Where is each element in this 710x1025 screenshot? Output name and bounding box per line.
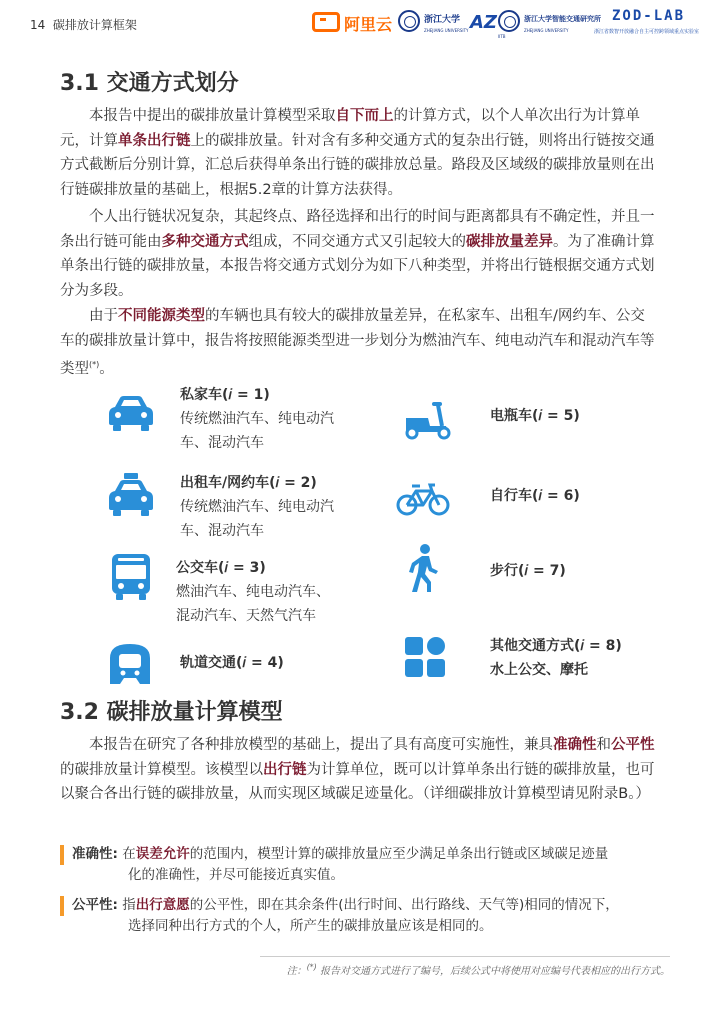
bus-icon: [110, 552, 152, 602]
page-header: [0, 0, 710, 48]
footnote-divider: [260, 956, 670, 957]
scooter-icon: [402, 400, 454, 440]
zju-seal-icon: [398, 10, 420, 32]
other-modes-icon: [404, 636, 446, 678]
mode-bicycle: 自行车(𝑖 = 6): [490, 488, 580, 504]
zju-logo: 浙江大学: [424, 15, 461, 25]
train-icon: [106, 640, 154, 688]
mode-rail: 轨道交通(𝑖 = 4): [180, 655, 284, 671]
bicycle-icon: [396, 481, 450, 517]
footnote: 注：(*) 报告对交通方式进行了编号，后续公式中将使用对应编号代表相应的出行方式。: [286, 962, 670, 977]
iitb-sub: ZHEJIANG UNIVERSITY: [524, 28, 569, 33]
partner-logos: [312, 8, 700, 40]
zod-lab-logo: ZOD-LAB: [612, 8, 686, 24]
section-title-3-2: 3.2 碳排放量计算模型: [60, 700, 283, 725]
iitb-logo: 浙江大学智能交通研究所: [524, 15, 601, 23]
mode-private-car: 私家车(𝑖 = 1) 传统燃油汽车、纯电动汽 车、混动汽车: [180, 387, 334, 451]
note-fairness: 公平性: 指出行意愿的公平性，即在其余条件(出行时间、出行路线、天气等)相同的情况下， 选择同种出行方式的个人，所产生的碳排放量应该是相同的。: [72, 897, 619, 934]
aliyun-logo: 阿里云: [312, 12, 392, 35]
section-title-3-1: 3.1 交通方式划分: [60, 71, 239, 96]
note-accent-bar: [60, 896, 64, 916]
walking-icon: [405, 544, 441, 594]
note-accuracy: 准确性: 在误差允许的范围内，模型计算的碳排放量应至少满足单条出行链或区域碳足迹量 化的准确性，并尽可能接近真实值。: [72, 846, 609, 883]
mode-bus: 公交车(𝑖 = 3) 燃油汽车、纯电动汽车、 混动汽车、天然气汽车: [176, 560, 330, 624]
mode-taxi: 出租车/网约车(𝑖 = 2) 传统燃油汽车、纯电动汽 车、混动汽车: [180, 475, 334, 539]
mode-other: 其他交通方式(𝑖 = 8) 水上公交、摩托: [490, 638, 622, 678]
car-icon: [106, 393, 156, 433]
mode-walking: 步行(𝑖 = 7): [490, 563, 566, 579]
page-number: 14: [30, 18, 46, 32]
zju-logo-sub: ZHEJIANG UNIVERSITY: [424, 28, 469, 33]
az-logo: AZ: [470, 12, 497, 33]
page-header-label: [30, 16, 137, 33]
note-accent-bar: [60, 845, 64, 865]
iitb-seal-icon: [498, 10, 520, 32]
paragraph-3: 由于不同能源类型的车辆也具有较大的碳排放量差异，在私家车、出租车/网约车、公交车的碳排放量计算中，报告将按照能源类型进一步划分为燃油汽车、纯电动汽车和混动汽车等类型(*)。: [60, 308, 655, 377]
paragraph-4: 本报告在研究了各种排放模型的基础上，提出了具有高度可实施性，兼具准确性和公平性的碳排放量计算模型。该模型以出行链为计算单位，既可以计算单条出行链的碳排放量，也可以聚合各出行链的碳排放量，从而实现区域碳足迹量化。（详细碳排放计算模型请见附录B。）: [60, 737, 655, 802]
section-name: 碳排放计算框架: [52, 18, 137, 32]
zod-lab-sub: 浙江省数智开放融合自主可控跨领域重点实验室: [594, 29, 700, 35]
paragraph-2: 个人出行链状况复杂，其起终点、路径选择和出行的时间与距离都具有不确定性，并且一条出行链可能由多种交通方式组成，不同交通方式又引起较大的碳排放量差异。为了准确计算单条出行链的碳排放量，本报告将交通方式划分为如下八种类型，并将出行链根据交通方式划分为多段。: [60, 209, 655, 299]
mode-e-bike: 电瓶车(𝑖 = 5): [490, 408, 580, 424]
taxi-icon: [106, 472, 156, 518]
paragraph-1: 本报告中提出的碳排放量计算模型采取自下而上的计算方式，以个人单次出行为计算单元，计算单条出行链上的碳排放量。针对含有多种交通方式的复杂出行链，则将出行链按交通方式截断后分别计算，汇总后获得单条出行链的碳排放总量。路段及区域级的碳排放量则在出行链碳排放量的基础上，根据5.2章的计算方法获得。: [60, 108, 655, 198]
iitb-code: IITB: [498, 34, 506, 39]
